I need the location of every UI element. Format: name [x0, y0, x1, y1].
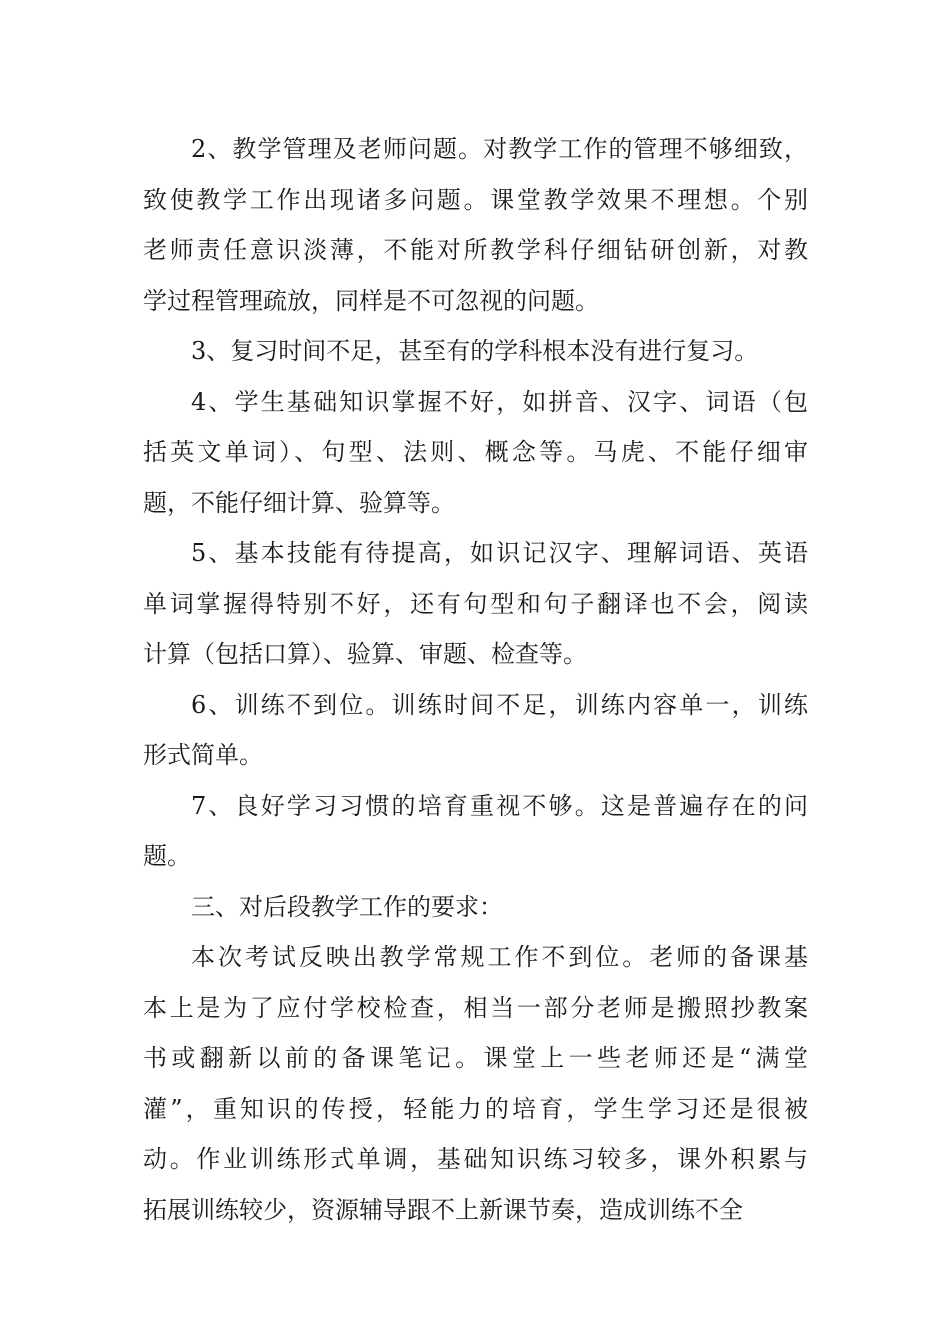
- text-line: 题，不能仔细计算、验算等。: [143, 488, 455, 517]
- text-line: 括英文单词）、句型、法则、概念等。马虎、不能仔细审: [143, 438, 808, 466]
- text-line: 老师责任意识淡薄，不能对所教学科仔细钻研创新，对教: [143, 236, 808, 264]
- text-line: 形式简单。: [143, 741, 263, 769]
- text-line: 本次考试反映出教学常规工作不到位。老师的备课基: [191, 943, 808, 971]
- text-line: 学过程管理疏放，同样是不可忽视的问题。: [143, 286, 599, 315]
- text-line: 计算（包括口算）、验算、审题、检查等。: [143, 640, 587, 668]
- text-line: 拓展训练较少，资源辅导跟不上新课节奏，造成训练不全: [143, 1195, 743, 1224]
- paragraph-p-5: [143, 528, 808, 680]
- text-line: 5、基本技能有待提高，如识记汉字、理解词语、英语: [191, 539, 808, 567]
- text-line: 题。: [143, 842, 191, 870]
- text-line: 本上是为了应付学校检查，相当一部分老师是搬照抄教案: [143, 993, 808, 1022]
- document-body: [143, 124, 808, 1235]
- paragraph-p-body: [143, 932, 808, 1235]
- text-line: 7、良好学习习惯的培育重视不够。这是普遍存在的问: [191, 791, 808, 820]
- paragraph-p-3: [143, 326, 808, 377]
- paragraph-p-6: [143, 680, 808, 781]
- text-line: 动。作业训练形式单调，基础知识练习较多，课外积累与: [143, 1145, 808, 1173]
- paragraph-p-section3: [143, 882, 808, 933]
- text-line: 2、教学管理及老师问题。对教学工作的管理不够细致，: [191, 135, 808, 163]
- paragraph-p-7: [143, 781, 808, 882]
- text-line: 书或翻新以前的备课笔记。课堂上一些老师还是“满堂: [143, 1044, 808, 1072]
- text-line: 致使教学工作出现诸多问题。课堂教学效果不理想。个别: [143, 185, 808, 214]
- paragraph-p-4: [143, 377, 808, 529]
- text-line: 4、学生基础知识掌握不好，如拼音、汉字、词语（包: [191, 387, 808, 416]
- text-line: 单词掌握得特别不好，还有句型和句子翻译也不会，阅读: [143, 589, 808, 618]
- text-line: 3、复习时间不足，甚至有的学科根本没有进行复习。: [191, 337, 759, 365]
- text-line: 6、训练不到位。训练时间不足，训练内容单一，训练: [191, 690, 808, 719]
- text-line: 灌”，重知识的传授，轻能力的培育，学生学习还是很被: [143, 1094, 808, 1123]
- text-line: 三、对后段教学工作的要求：: [191, 892, 503, 921]
- paragraph-p-2: [143, 124, 808, 326]
